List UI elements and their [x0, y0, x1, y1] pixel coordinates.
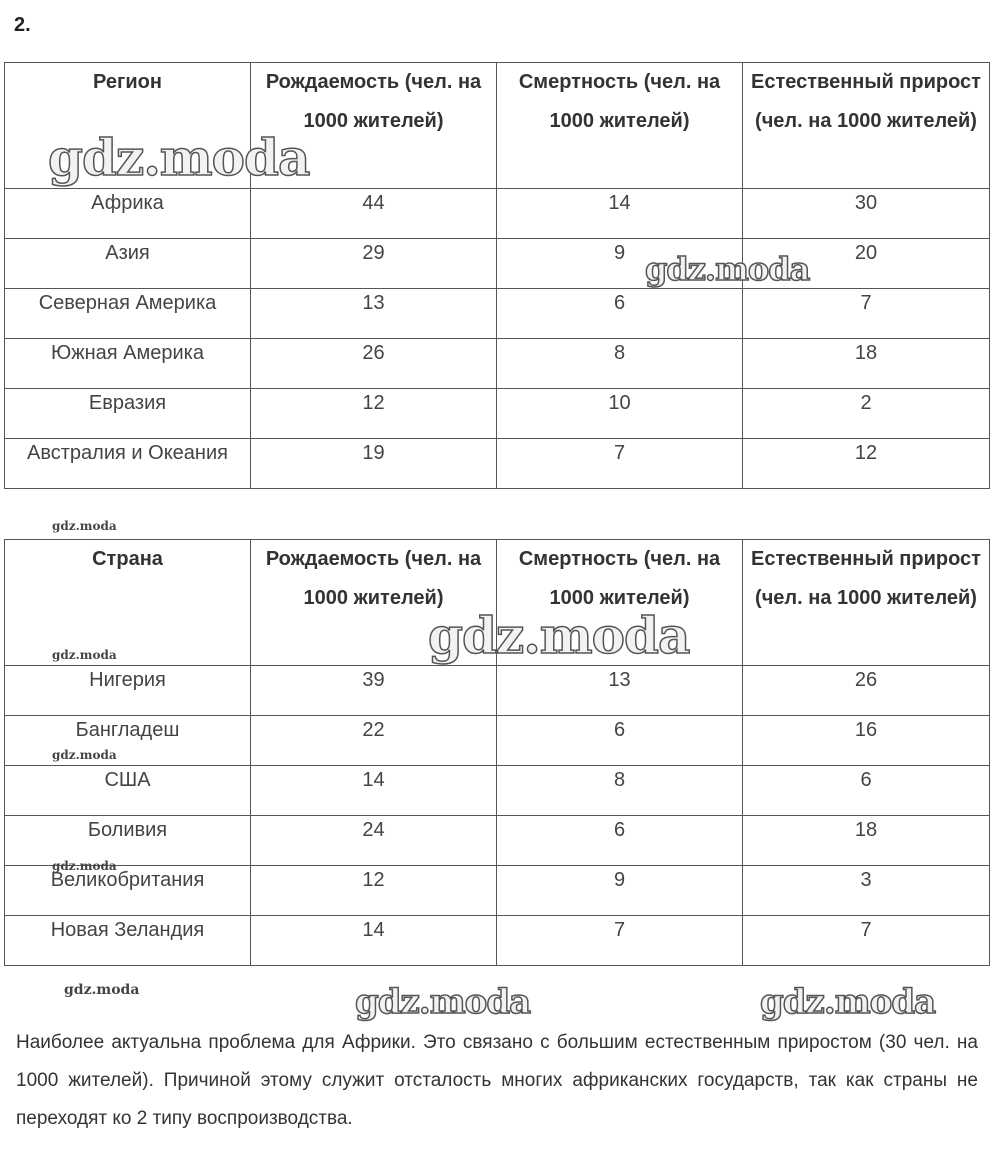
watermark: gdz.moda [355, 982, 531, 1022]
birth-rate-cell: 14 [251, 766, 497, 816]
birth-rate-cell: 14 [251, 916, 497, 966]
death-rate-cell: 6 [497, 289, 743, 339]
birth-rate-cell: 39 [251, 666, 497, 716]
table-row [5, 916, 990, 966]
table-row [5, 716, 990, 766]
header-cell: Рождаемость (чел. на 1000 жителей) [251, 540, 497, 666]
table-row [5, 439, 990, 489]
header-cell: Смертность (чел. на 1000 жителей) [497, 63, 743, 189]
natural-growth-cell: 2 [743, 389, 990, 439]
table-row [5, 289, 990, 339]
natural-growth-cell: 6 [743, 766, 990, 816]
country-cell: Великобритания [5, 866, 251, 916]
watermark-small: gdz.moda [52, 859, 117, 873]
death-rate-cell: 7 [497, 916, 743, 966]
table-row [5, 189, 990, 239]
birth-rate-cell: 12 [251, 389, 497, 439]
answer-paragraph: Наиболее актуальна проблема для Африки. Это связано с большим естественным приростом (30 чел. на 1000 жителей). Причиной этому служит отсталость многих африканских государств, так как страны не переходят ко 2 типу воспроизводства. [16, 1032, 978, 1129]
header-cell: Естественный прирост (чел. на 1000 жителей) [743, 63, 990, 189]
region-cell: Африка [5, 189, 251, 239]
birth-rate-cell: 22 [251, 716, 497, 766]
header-cell: Смертность (чел. на 1000 жителей) [497, 540, 743, 666]
watermark-small: gdz.moda [52, 648, 117, 662]
header-cell: Рождаемость (чел. на 1000 жителей) [251, 63, 497, 189]
header-cell: Естественный прирост (чел. на 1000 жителей) [743, 540, 990, 666]
country-cell: Нигерия [5, 666, 251, 716]
table-row [5, 666, 990, 716]
watermark: gdz.moda [428, 606, 690, 665]
table-row [5, 389, 990, 439]
regions-table [4, 62, 990, 489]
country-cell: Боливия [5, 816, 251, 866]
region-cell: Азия [5, 239, 251, 289]
natural-growth-cell: 20 [743, 239, 990, 289]
table-row [5, 766, 990, 816]
natural-growth-cell: 18 [743, 339, 990, 389]
birth-rate-cell: 26 [251, 339, 497, 389]
death-rate-cell: 8 [497, 766, 743, 816]
country-cell: США [5, 766, 251, 816]
country-cell: Новая Зеландия [5, 916, 251, 966]
table-row [5, 239, 990, 289]
death-rate-cell: 14 [497, 189, 743, 239]
birth-rate-cell: 44 [251, 189, 497, 239]
birth-rate-cell: 12 [251, 866, 497, 916]
natural-growth-cell: 16 [743, 716, 990, 766]
natural-growth-cell: 7 [743, 289, 990, 339]
task-number: 2. [14, 14, 31, 36]
death-rate-cell: 6 [497, 816, 743, 866]
region-cell: Австралия и Океания [5, 439, 251, 489]
death-rate-cell: 6 [497, 716, 743, 766]
watermark-small: gdz.moda [64, 982, 140, 998]
natural-growth-cell: 12 [743, 439, 990, 489]
table-row [5, 339, 990, 389]
header-cell: Страна [5, 540, 251, 666]
natural-growth-cell: 18 [743, 816, 990, 866]
birth-rate-cell: 13 [251, 289, 497, 339]
country-cell: Бангладеш [5, 716, 251, 766]
table-row [5, 816, 990, 866]
watermark: gdz.moda [760, 982, 936, 1022]
natural-growth-cell: 7 [743, 916, 990, 966]
death-rate-cell: 10 [497, 389, 743, 439]
watermark: gdz.moda [48, 128, 310, 187]
birth-rate-cell: 19 [251, 439, 497, 489]
natural-growth-cell: 30 [743, 189, 990, 239]
death-rate-cell: 13 [497, 666, 743, 716]
table-row [5, 866, 990, 916]
watermark-small: gdz.moda [52, 748, 117, 762]
birth-rate-cell: 29 [251, 239, 497, 289]
table-header-row [5, 540, 990, 666]
table-header-row [5, 63, 990, 189]
death-rate-cell: 7 [497, 439, 743, 489]
watermark-small: gdz.moda [52, 519, 117, 533]
birth-rate-cell: 24 [251, 816, 497, 866]
natural-growth-cell: 3 [743, 866, 990, 916]
region-cell: Евразия [5, 389, 251, 439]
natural-growth-cell: 26 [743, 666, 990, 716]
death-rate-cell: 9 [497, 239, 743, 289]
header-cell: Регион [5, 63, 251, 189]
countries-table [4, 539, 990, 966]
watermark: gdz.moda [645, 250, 810, 288]
region-cell: Южная Америка [5, 339, 251, 389]
region-cell: Северная Америка [5, 289, 251, 339]
death-rate-cell: 8 [497, 339, 743, 389]
death-rate-cell: 9 [497, 866, 743, 916]
